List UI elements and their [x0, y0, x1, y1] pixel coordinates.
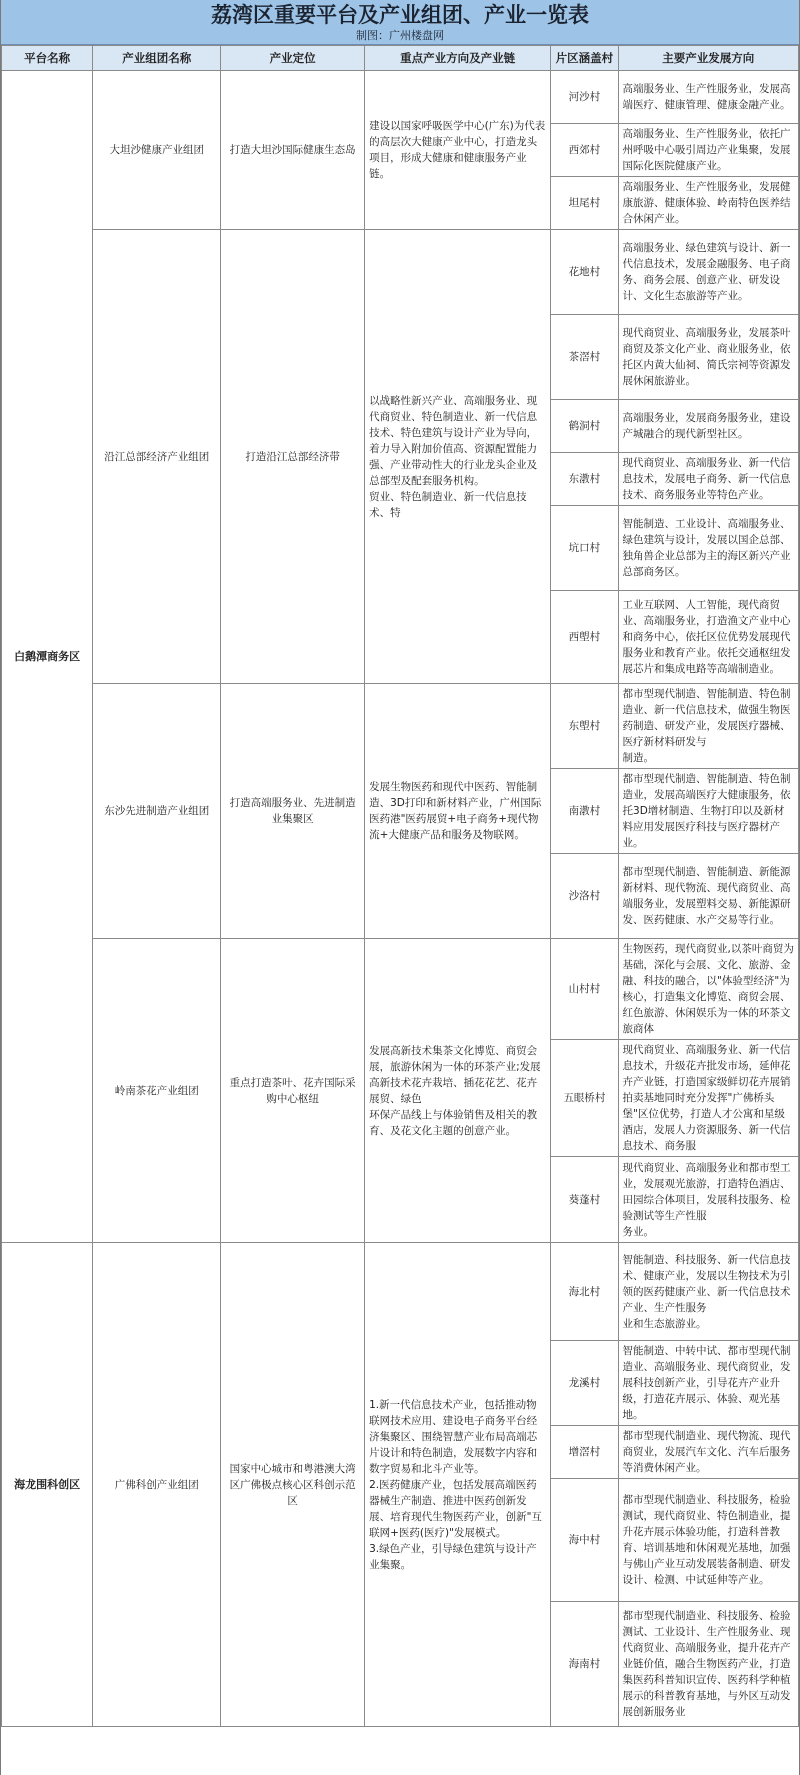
village-name-cell: 东漖村 [551, 453, 618, 506]
village-direction-cell: 都市型现代制造业、科技服务，检验测试，现代商贸业、特色制造业，提升花卉展示体验功能，打造科普教育、培训基地和休闲观光基地，加强与佛山产业互动发展装备制造、研发设计、检测、中试延伸等产业。 [618, 1479, 798, 1602]
village-name-cell: 茶滘村 [551, 315, 618, 400]
group-name-cell: 岭南茶花产业组团 [93, 939, 221, 1243]
village-name-cell: 五眼桥村 [551, 1040, 618, 1157]
village-name-cell: 河沙村 [551, 71, 618, 124]
village-direction-cell: 工业互联网、人工智能，现代商贸业、高端服务业，打造渔文产业中心和商务中心，依托区位优势发展现代服务业和教育产业。依托交通枢纽发展芯片和集成电路等高端制造业。 [618, 591, 798, 684]
village-name-cell: 沙洛村 [551, 854, 618, 939]
header-chain: 重点产业方向及产业链 [365, 46, 551, 71]
village-direction-cell: 智能制造、中转中试、都市型现代制造业、高端服务业、现代商贸业，发展科技创新产业，引导花卉产业升级，打造花卉展示、体验、观光基地。 [618, 1341, 798, 1426]
village-direction-cell: 都市型现代制造业、科技服务、检验测试、工业设计、生产性服务业、现代商贸业、高端服务业，提升花卉产业链价值，融合生物医药产业，打造集医药科普知识宣传、医药科学种植展示的科普教育基地，与外区互动发展创新服务业 [618, 1602, 798, 1727]
group-name-cell: 沿江总部经济产业组团 [93, 230, 221, 684]
village-direction-cell: 现代商贸业、高端服务业，发展茶叶商贸及茶文化产业、商业服务业，依托区内黄大仙祠、简氏宗祠等资源发展休闲旅游业。 [618, 315, 798, 400]
group-position-cell: 打造大坦沙国际健康生态岛 [221, 71, 365, 230]
village-name-cell: 葵蓬村 [551, 1157, 618, 1243]
group-chain-cell: 发展高新技术集茶文化博览、商贸会展，旅游休闲为一体的环茶产业;发展高新技术花卉栽培、插花花艺、花卉展贸、绿色 环保产品线上与体验销售及相关的教育、及花文化主题的创意产业。 [365, 939, 551, 1243]
group-name-cell: 广佛科创产业组团 [93, 1243, 221, 1727]
village-name-cell: 增滘村 [551, 1426, 618, 1479]
village-name-cell: 海南村 [551, 1602, 618, 1727]
group-chain-cell: 以战略性新兴产业、高端服务业、现代商贸业、特色制造业、新一代信息技术、特色建筑与设计产业为导向，着力导入附加价值高、资源配置能力强、产业带动性大的行业龙头企业及总部型及配套服务机构。 贸业、特色制造业、新一代信息技术、特 [365, 230, 551, 684]
village-name-cell: 南漖村 [551, 769, 618, 854]
header-group: 产业组团名称 [93, 46, 221, 71]
table-row [2, 230, 799, 315]
village-name-cell: 西郊村 [551, 124, 618, 177]
table-body [2, 71, 799, 1727]
industry-table [1, 45, 799, 1727]
group-chain-cell: 建设以国家呼吸医学中心(广东)为代表的高层次大健康产业中心，打造龙头项目，形成大健康和健康服务产业链。 [365, 71, 551, 230]
village-direction-cell: 高端服务业，发展商务服务业，建设产城融合的现代新型社区。 [618, 400, 798, 453]
table-row [2, 1243, 799, 1341]
village-name-cell: 龙溪村 [551, 1341, 618, 1426]
header-position: 产业定位 [221, 46, 365, 71]
village-direction-cell: 都市型现代制造、智能制造、特色制造业、新一代信息技术，做强生物医药制造、研发产业，发展医疗器械、医疗新材料研发与 制造。 [618, 684, 798, 769]
title-bar [1, 0, 799, 45]
village-direction-cell: 高端服务业、生产性服务业，发展高端医疗、健康管理、健康金融产业。 [618, 71, 798, 124]
village-name-cell: 坑口村 [551, 506, 618, 591]
platform-name-cell: 白鹅潭商务区 [2, 71, 93, 1243]
village-direction-cell: 现代商贸业、高端服务业、新一代信息技术，升级花卉批发市场，延伸花卉产业链，打造国家级鲜切花卉展销拍卖基地同时充分发挥"广佛桥头堡"区位优势，打造人才公寓和星级酒店，发展人力资源服务、新一代信息技术、商务服 [618, 1040, 798, 1157]
group-position-cell: 打造高端服务业、先进制造业集聚区 [221, 684, 365, 939]
page-title: 荔湾区重要平台及产业组团、产业一览表 [211, 3, 589, 27]
village-name-cell: 山村村 [551, 939, 618, 1040]
village-direction-cell: 智能制造、工业设计、高端服务业、绿色建筑与设计，发展以国企总部、独角兽企业总部为主的海区新兴产业总部商务区。 [618, 506, 798, 591]
header-village: 片区涵盖村 [551, 46, 618, 71]
village-direction-cell: 现代商贸业、高端服务业、新一代信息技术，发展电子商务、新一代信息技术、商务服务业等特色产业。 [618, 453, 798, 506]
village-direction-cell: 高端服务业、生产性服务业，依托广州呼吸中心吸引周边产业集聚，发展国际化医院健康产业。 [618, 124, 798, 177]
village-direction-cell: 现代商贸业、高端服务业和都市型工业，发展观光旅游，打造特色酒店、田园综合体项目，发展科技服务、检验测试等生产性服 务业。 [618, 1157, 798, 1243]
platform-name-cell: 海龙围科创区 [2, 1243, 93, 1727]
village-direction-cell: 高端服务业、生产性服务业，发展健康旅游、健康体验、岭南特色医养结合休闲产业。 [618, 177, 798, 230]
header-direction: 主要产业发展方向 [618, 46, 798, 71]
group-position-cell: 国家中心城市和粤港澳大湾区广佛极点核心区科创示范区 [221, 1243, 365, 1727]
village-direction-cell: 都市型现代制造业、现代物流、现代商贸业，发展汽车文化、汽车后服务等消费休闲产业。 [618, 1426, 798, 1479]
table-header-row [2, 46, 799, 71]
village-name-cell: 坦尾村 [551, 177, 618, 230]
village-name-cell: 西塱村 [551, 591, 618, 684]
group-name-cell: 大坦沙健康产业组团 [93, 71, 221, 230]
village-direction-cell: 都市型现代制造、智能制造、特色制造业，发展高端医疗大健康服务，依托3D增材制造、生物打印以及新材料应用发展医疗科技与医疗器材产业。 [618, 769, 798, 854]
group-position-cell: 重点打造茶叶、花卉国际采购中心枢纽 [221, 939, 365, 1243]
village-name-cell: 鹤洞村 [551, 400, 618, 453]
table-row [2, 939, 799, 1040]
village-name-cell: 花地村 [551, 230, 618, 315]
village-name-cell: 海北村 [551, 1243, 618, 1341]
page-subtitle: 制图：广州楼盘网 [356, 29, 444, 42]
village-direction-cell: 都市型现代制造、智能制造、新能源新材料、现代物流、现代商贸业、高端服务业，发展塑料交易、新能源研发、医药健康、水产交易等行业。 [618, 854, 798, 939]
village-direction-cell: 生物医药，现代商贸业,以茶叶商贸为基础，深化与会展、文化、旅游、金融、科技的融合，以"体验型经济"为核心，打造集文化博览、商贸会展、红色旅游、休闲娱乐为一体的环茶文旅商体 [618, 939, 798, 1040]
group-position-cell: 打造沿江总部经济带 [221, 230, 365, 684]
header-platform: 平台名称 [2, 46, 93, 71]
group-chain-cell: 发展生物医药和现代中医药、智能制造、3D打印和新材料产业，广州国际医药港"医药展贸+电子商务+现代物流+大健康产品和服务及物联网。 [365, 684, 551, 939]
village-name-cell: 东塱村 [551, 684, 618, 769]
table-row [2, 71, 799, 124]
group-name-cell: 东沙先进制造产业组团 [93, 684, 221, 939]
village-direction-cell: 智能制造、科技服务、新一代信息技术、健康产业，发展以生物技术为引领的医药健康产业、新一代信息技术产业、生产性服务 业和生态旅游业。 [618, 1243, 798, 1341]
table-row [2, 684, 799, 769]
group-chain-cell: 1.新一代信息技术产业，包括推动物联网技术应用、建设电子商务平台经济集聚区、围绕智慧产业布局高端芯片设计和特色制造，发展数字内容和数字贸易和北斗产业等。 2.医药健康产业，包括发展高端医药器械生产制造、推进中医药创新发展、培育现代生物医药产业，创新"互联网+医药(医疗)"发展模式。 3.绿色产业，引导绿色建筑与设计产业集聚。 [365, 1243, 551, 1727]
village-direction-cell: 高端服务业、绿色建筑与设计、新一代信息技术，发展金融服务、电子商务、商务会展、创意产业、研发设计、文化生态旅游等产业。 [618, 230, 798, 315]
village-name-cell: 海中村 [551, 1479, 618, 1602]
